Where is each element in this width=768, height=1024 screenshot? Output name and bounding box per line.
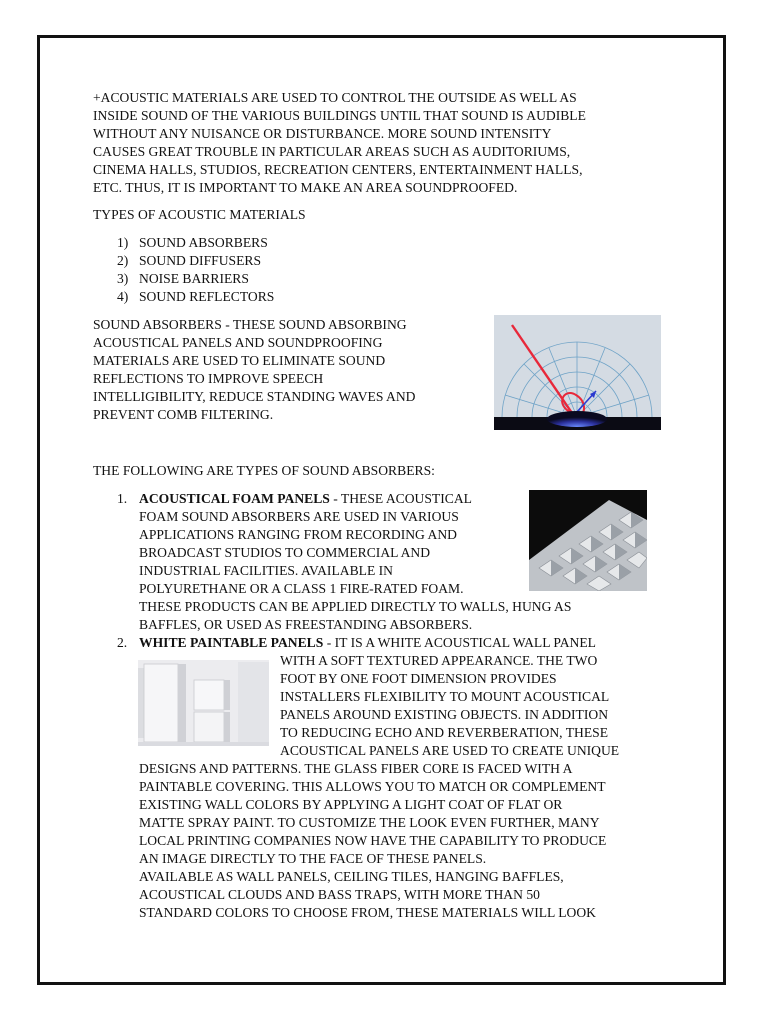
intro-line: CAUSES GREAT TROUBLE IN PARTICULAR AREAS SUCH AS AUDITORIUMS, (93, 144, 571, 159)
item1-line: INDUSTRIAL FACILITIES. AVAILABLE IN (139, 563, 393, 578)
types-list-item (117, 252, 261, 270)
item1-number: 1. (117, 491, 128, 506)
intro-line: +ACOUSTIC MATERIALS ARE USED TO CONTROL THE OUTSIDE AS WELL AS (93, 90, 577, 105)
types-list-item (117, 288, 275, 306)
list-number: 2) (117, 253, 129, 268)
item2-wrap-line: FOOT BY ONE FOOT DIMENSION PROVIDES (280, 671, 557, 686)
types-list-item (117, 270, 249, 288)
list-label: NOISE BARRIERS (139, 271, 249, 286)
item1-line: FOAM SOUND ABSORBERS ARE USED IN VARIOUS (139, 509, 459, 524)
item1-title: ACOUSTICAL FOAM PANELS (139, 491, 330, 506)
item2-full-line: AN IMAGE DIRECTLY TO THE FACE OF THESE PANELS. (139, 851, 487, 866)
list-number: 4) (117, 289, 129, 304)
list-label: SOUND DIFFUSERS (139, 253, 261, 268)
item1-line: BAFFLES, OR USED AS FREESTANDING ABSORBERS. (139, 617, 473, 632)
item2-full-paragraph (139, 760, 606, 922)
item2-full-line: EXISTING WALL COLORS BY APPLYING A LIGHT COAT OF FLAT OR (139, 797, 563, 812)
intro-line: INSIDE SOUND OF THE VARIOUS BUILDINGS UNTIL THAT SOUND IS AUDIBLE (93, 108, 586, 123)
item1-line: APPLICATIONS RANGING FROM RECORDING AND (139, 527, 457, 542)
types-list-item (117, 234, 268, 252)
item2-full-line: MATTE SPRAY PAINT. TO CUSTOMIZE THE LOOK EVEN FURTHER, MANY (139, 815, 600, 830)
acoustic-foam-image (529, 490, 647, 591)
sound-absorption-diagram-image (494, 315, 661, 430)
item2-first-line (139, 634, 596, 652)
item1-line: POLYURETHANE OR A CLASS 1 FIRE-RATED FOAM. (139, 581, 464, 596)
item2-number: 2. (117, 635, 128, 650)
absorbers-line: INTELLIGIBILITY, REDUCE STANDING WAVES AND (93, 389, 416, 404)
absorbers-line: MATERIALS ARE USED TO ELIMINATE SOUND (93, 353, 386, 368)
item2-full-line: LOCAL PRINTING COMPANIES NOW HAVE THE CAPABILITY TO PRODUCE (139, 833, 607, 848)
item2-full-line: ACOUSTICAL CLOUDS AND BASS TRAPS, WITH MORE THAN 50 (139, 887, 540, 902)
intro-line: WITHOUT ANY NUISANCE OR DISTURBANCE. MORE SOUND INTENSITY (93, 126, 552, 141)
absorbers-line: PREVENT COMB FILTERING. (93, 407, 274, 422)
types-heading: TYPES OF ACOUSTIC MATERIALS (93, 207, 306, 222)
following-heading: THE FOLLOWING ARE TYPES OF SOUND ABSORBERS: (93, 463, 435, 478)
item2-wrap-line: TO REDUCING ECHO AND REVERBERATION, THESE (280, 725, 609, 740)
absorbers-line: SOUND ABSORBERS - THESE SOUND ABSORBING (93, 317, 407, 332)
item2-wrap-line: ACOUSTICAL PANELS ARE USED TO CREATE UNIQUE (280, 743, 620, 758)
item2-full-line: AVAILABLE AS WALL PANELS, CEILING TILES, HANGING BAFFLES, (139, 869, 564, 884)
white-paintable-panels-image (138, 660, 269, 746)
item2-full-line: STANDARD COLORS TO CHOOSE FROM, THESE MATERIALS WILL LOOK (139, 905, 596, 920)
item2-wrap-paragraph (280, 652, 619, 760)
item2-wrap-line: PANELS AROUND EXISTING OBJECTS. IN ADDITION (280, 707, 609, 722)
list-label: SOUND REFLECTORS (139, 289, 275, 304)
item1-paragraph (139, 490, 571, 634)
item2-wrap-line: WITH A SOFT TEXTURED APPEARANCE. THE TWO (280, 653, 598, 668)
absorbers-line: ACOUSTICAL PANELS AND SOUNDPROOFING (93, 335, 383, 350)
intro-paragraph (93, 89, 586, 197)
item2-full-line: PAINTABLE COVERING. THIS ALLOWS YOU TO MATCH OR COMPLEMENT (139, 779, 606, 794)
intro-line: CINEMA HALLS, STUDIOS, RECREATION CENTERS, ENTERTAINMENT HALLS, (93, 162, 583, 177)
item1-line: THESE PRODUCTS CAN BE APPLIED DIRECTLY TO WALLS, HUNG AS (139, 599, 572, 614)
item2-title: WHITE PAINTABLE PANELS (139, 635, 324, 650)
intro-line: ETC. THUS, IT IS IMPORTANT TO MAKE AN AREA SOUNDPROOFED. (93, 180, 518, 195)
item1-line: BROADCAST STUDIOS TO COMMERCIAL AND (139, 545, 431, 560)
item2-full-line: DESIGNS AND PATTERNS. THE GLASS FIBER CORE IS FACED WITH A (139, 761, 573, 776)
absorbers-line: REFLECTIONS TO IMPROVE SPEECH (93, 371, 324, 386)
absorbers-paragraph (93, 316, 416, 424)
item1-first-rest: - THESE ACOUSTICAL (329, 491, 472, 506)
list-label: SOUND ABSORBERS (139, 235, 268, 250)
item1-first-line (139, 490, 571, 508)
list-number: 1) (117, 235, 129, 250)
item2-wrap-line: INSTALLERS FLEXIBILITY TO MOUNT ACOUSTICAL (280, 689, 610, 704)
list-number: 3) (117, 271, 129, 286)
item2-first-rest: - IT IS A WHITE ACOUSTICAL WALL PANEL (323, 635, 596, 650)
